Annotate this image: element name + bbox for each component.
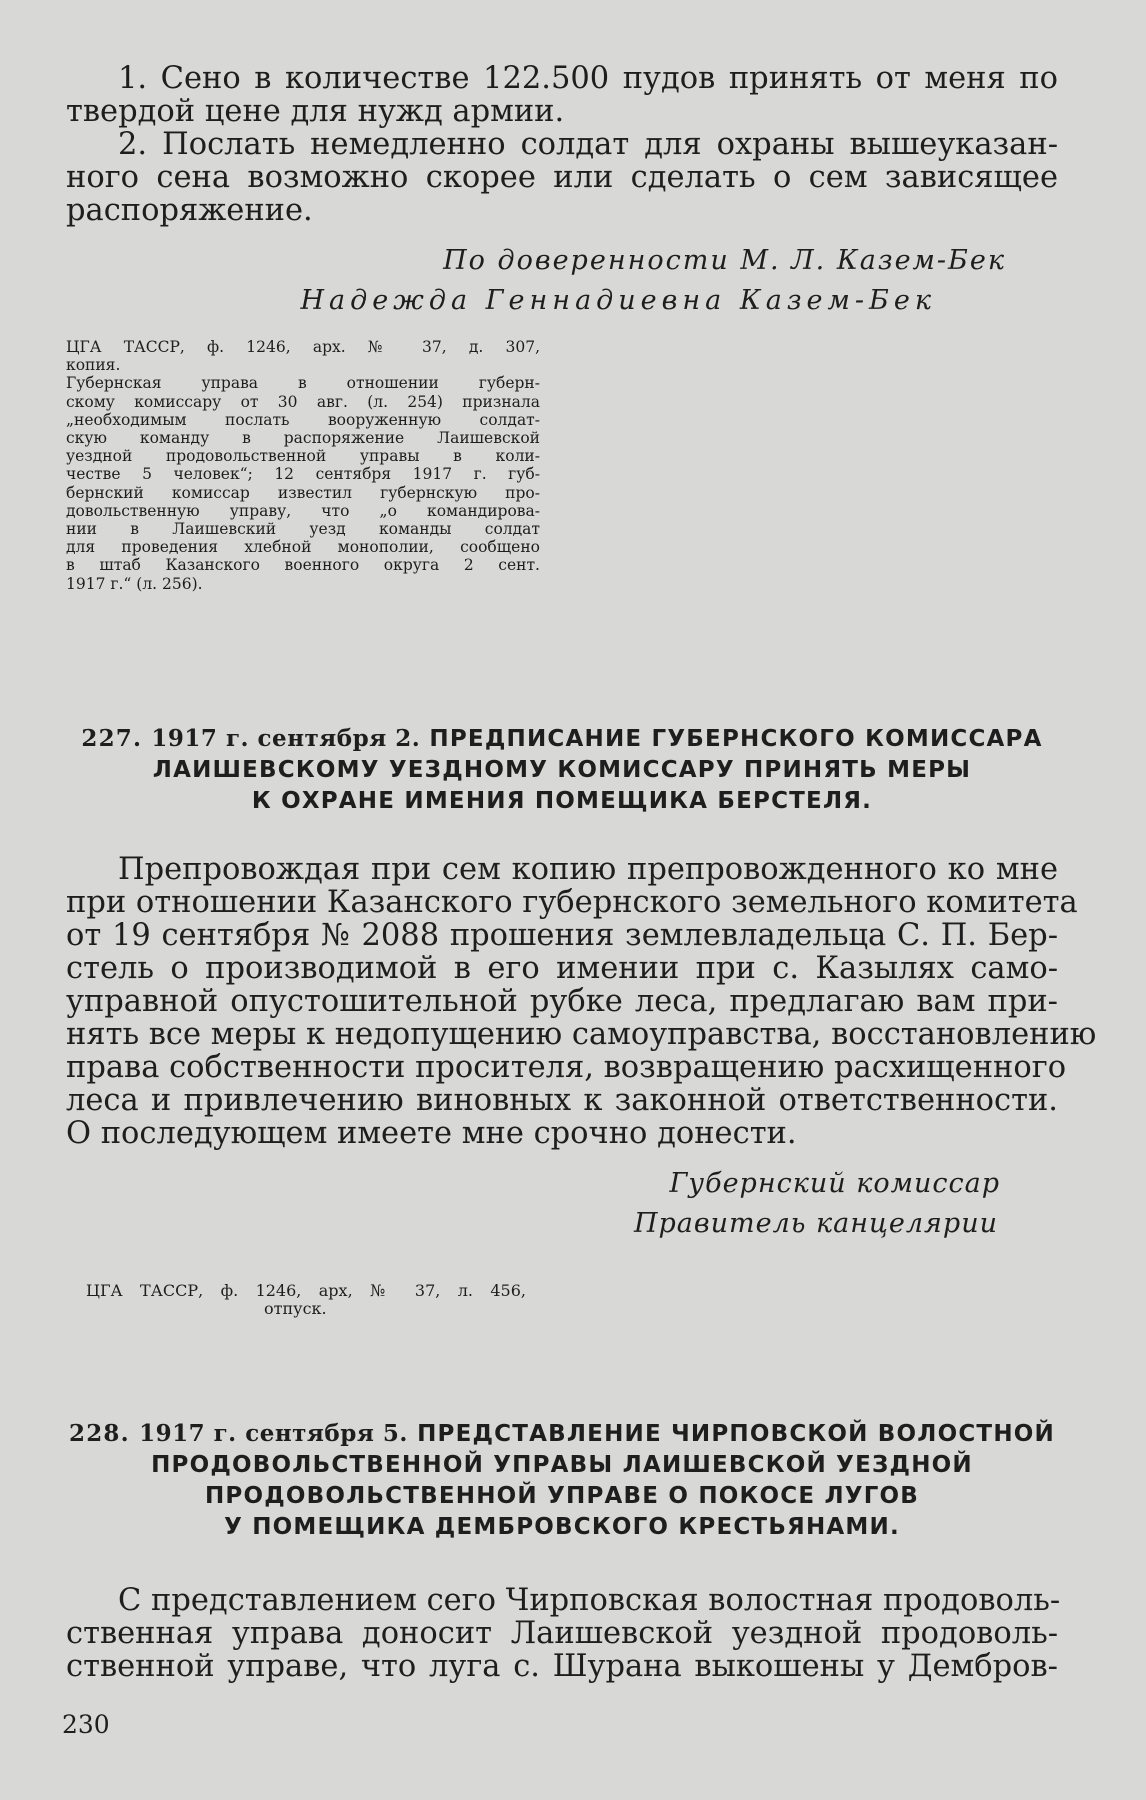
text-line: Препровождая при сем копию препровожденного ко мне	[118, 852, 1058, 887]
document-heading-228	[66, 1418, 1058, 1543]
note-line: ЦГА ТАССР, ф. 1246, арх. № 37, д. 307,	[66, 338, 540, 356]
text-line: ного сена возможно скорее или сделать о сем зависящее	[66, 160, 1058, 195]
document-number: 227.	[81, 725, 143, 752]
note-line: довольственную управу, что „о командирова-	[66, 501, 540, 520]
document-body-227	[66, 852, 1097, 1151]
note-line: Губернская управа в отношении губерн-	[66, 374, 540, 393]
note-line: бернский комиссар известил губернскую про-	[66, 483, 540, 502]
note-line: 1917 г.“ (л. 256).	[66, 574, 203, 593]
heading-line: ЛАИШЕВСКОМУ УЕЗДНОМУ КОМИССАРУ ПРИНЯТЬ МЕРЫ	[152, 757, 972, 783]
document-heading-227	[66, 723, 1058, 817]
signature-chancellery-head: Правитель канцелярии	[633, 1208, 998, 1239]
top-paragraphs	[66, 62, 1058, 227]
signature-name: Надежда Геннадиевна Казем-Бек	[300, 285, 936, 316]
archive-note-227	[86, 1282, 526, 1318]
text-line: распоряжение.	[66, 193, 313, 228]
heading-line: К ОХРАНЕ ИМЕНИЯ ПОМЕЩИКА БЕРСТЕЛЯ.	[251, 788, 873, 814]
signature-governor-commissar: Губернский комиссар	[669, 1168, 1000, 1199]
heading-line: ПРОДОВОЛЬСТВЕННОЙ УПРАВЕ О ПОКОСЕ ЛУГОВ	[204, 1483, 920, 1509]
text-line: твердой цене для нужд армии.	[66, 94, 565, 129]
signature-proxy: По доверенности М. Л. Казем-Бек	[443, 245, 1006, 276]
text-line: нять все меры к недопущению самоуправства, восстановлению	[66, 1017, 1097, 1052]
page-number: 230	[62, 1710, 110, 1739]
text-line: С представлением сего Чирповская волостная продоволь-	[118, 1583, 1061, 1618]
text-line: права собственности просителя, возвращению расхищенного	[66, 1050, 1067, 1085]
note-line: копия.	[66, 356, 121, 375]
document-body-228	[66, 1583, 1061, 1684]
document-date: 1917 г. сентября 5.	[139, 1420, 408, 1447]
note-line: нии в Лаишевский уезд команды солдат	[66, 520, 540, 539]
text-line: ственной управе, что луга с. Шурана выкошены у Дембров-	[66, 1649, 1058, 1684]
note-line: скую команду в распоряжение Лаишевской	[66, 429, 540, 448]
document-number: 228.	[69, 1420, 130, 1447]
heading-line: У ПОМЕЩИКА ДЕМБРОВСКОГО КРЕСТЬЯНАМИ.	[224, 1514, 900, 1540]
text-line: леса и привлечению виновных к законной ответственности.	[66, 1083, 1058, 1118]
text-line: от 19 сентября № 2088 прошения землевладельца С. П. Бер-	[66, 918, 1058, 953]
text-line: при отношении Казанского губернского земельного комитета	[66, 885, 1078, 920]
note-line: в штаб Казанского военного округа 2 сент.	[66, 556, 540, 575]
note-line: ЦГА ТАССР, ф. 1246, арх, № 37, л. 456,	[86, 1281, 526, 1300]
text-line: ственная управа доносит Лаишевской уездной продоволь-	[66, 1616, 1058, 1651]
text-line: 1. Сено в количестве 122.500 пудов принять от меня по	[118, 61, 1058, 96]
note-line: уездной продовольственной управы в коли-	[66, 447, 540, 466]
text-line: 2. Послать немедленно солдат для охраны вышеуказан-	[118, 127, 1058, 162]
note-line: отпуск.	[264, 1299, 327, 1319]
note-line: для проведения хлебной монополии, сообщено	[66, 538, 540, 557]
document-date: 1917 г. сентября 2.	[151, 725, 421, 752]
heading-line: ПРОДОВОЛЬСТВЕННОЙ УПРАВЫ ЛАИШЕВСКОЙ УЕЗДНОЙ	[151, 1452, 973, 1478]
note-line: „необходимым послать вооруженную солдат-	[66, 410, 540, 429]
text-line: О последующем имеете мне срочно донести.	[66, 1116, 797, 1151]
text-line: стель о производимой в его имении при с. Казылях само-	[66, 951, 1058, 986]
note-line: честве 5 человек“; 12 сентября 1917 г. губ-	[66, 465, 540, 484]
note-line: скому комиссару от 30 авг. (л. 254) признала	[66, 392, 540, 411]
text-line: управной опустошительной рубке леса, предлагаю вам при-	[66, 984, 1058, 1019]
heading-line: ПРЕДПИСАНИЕ ГУБЕРНСКОГО КОМИССАРА	[429, 726, 1043, 752]
archive-note	[66, 338, 540, 593]
heading-line: ПРЕДСТАВЛЕНИЕ ЧИРПОВСКОЙ ВОЛОСТНОЙ	[417, 1421, 1055, 1447]
